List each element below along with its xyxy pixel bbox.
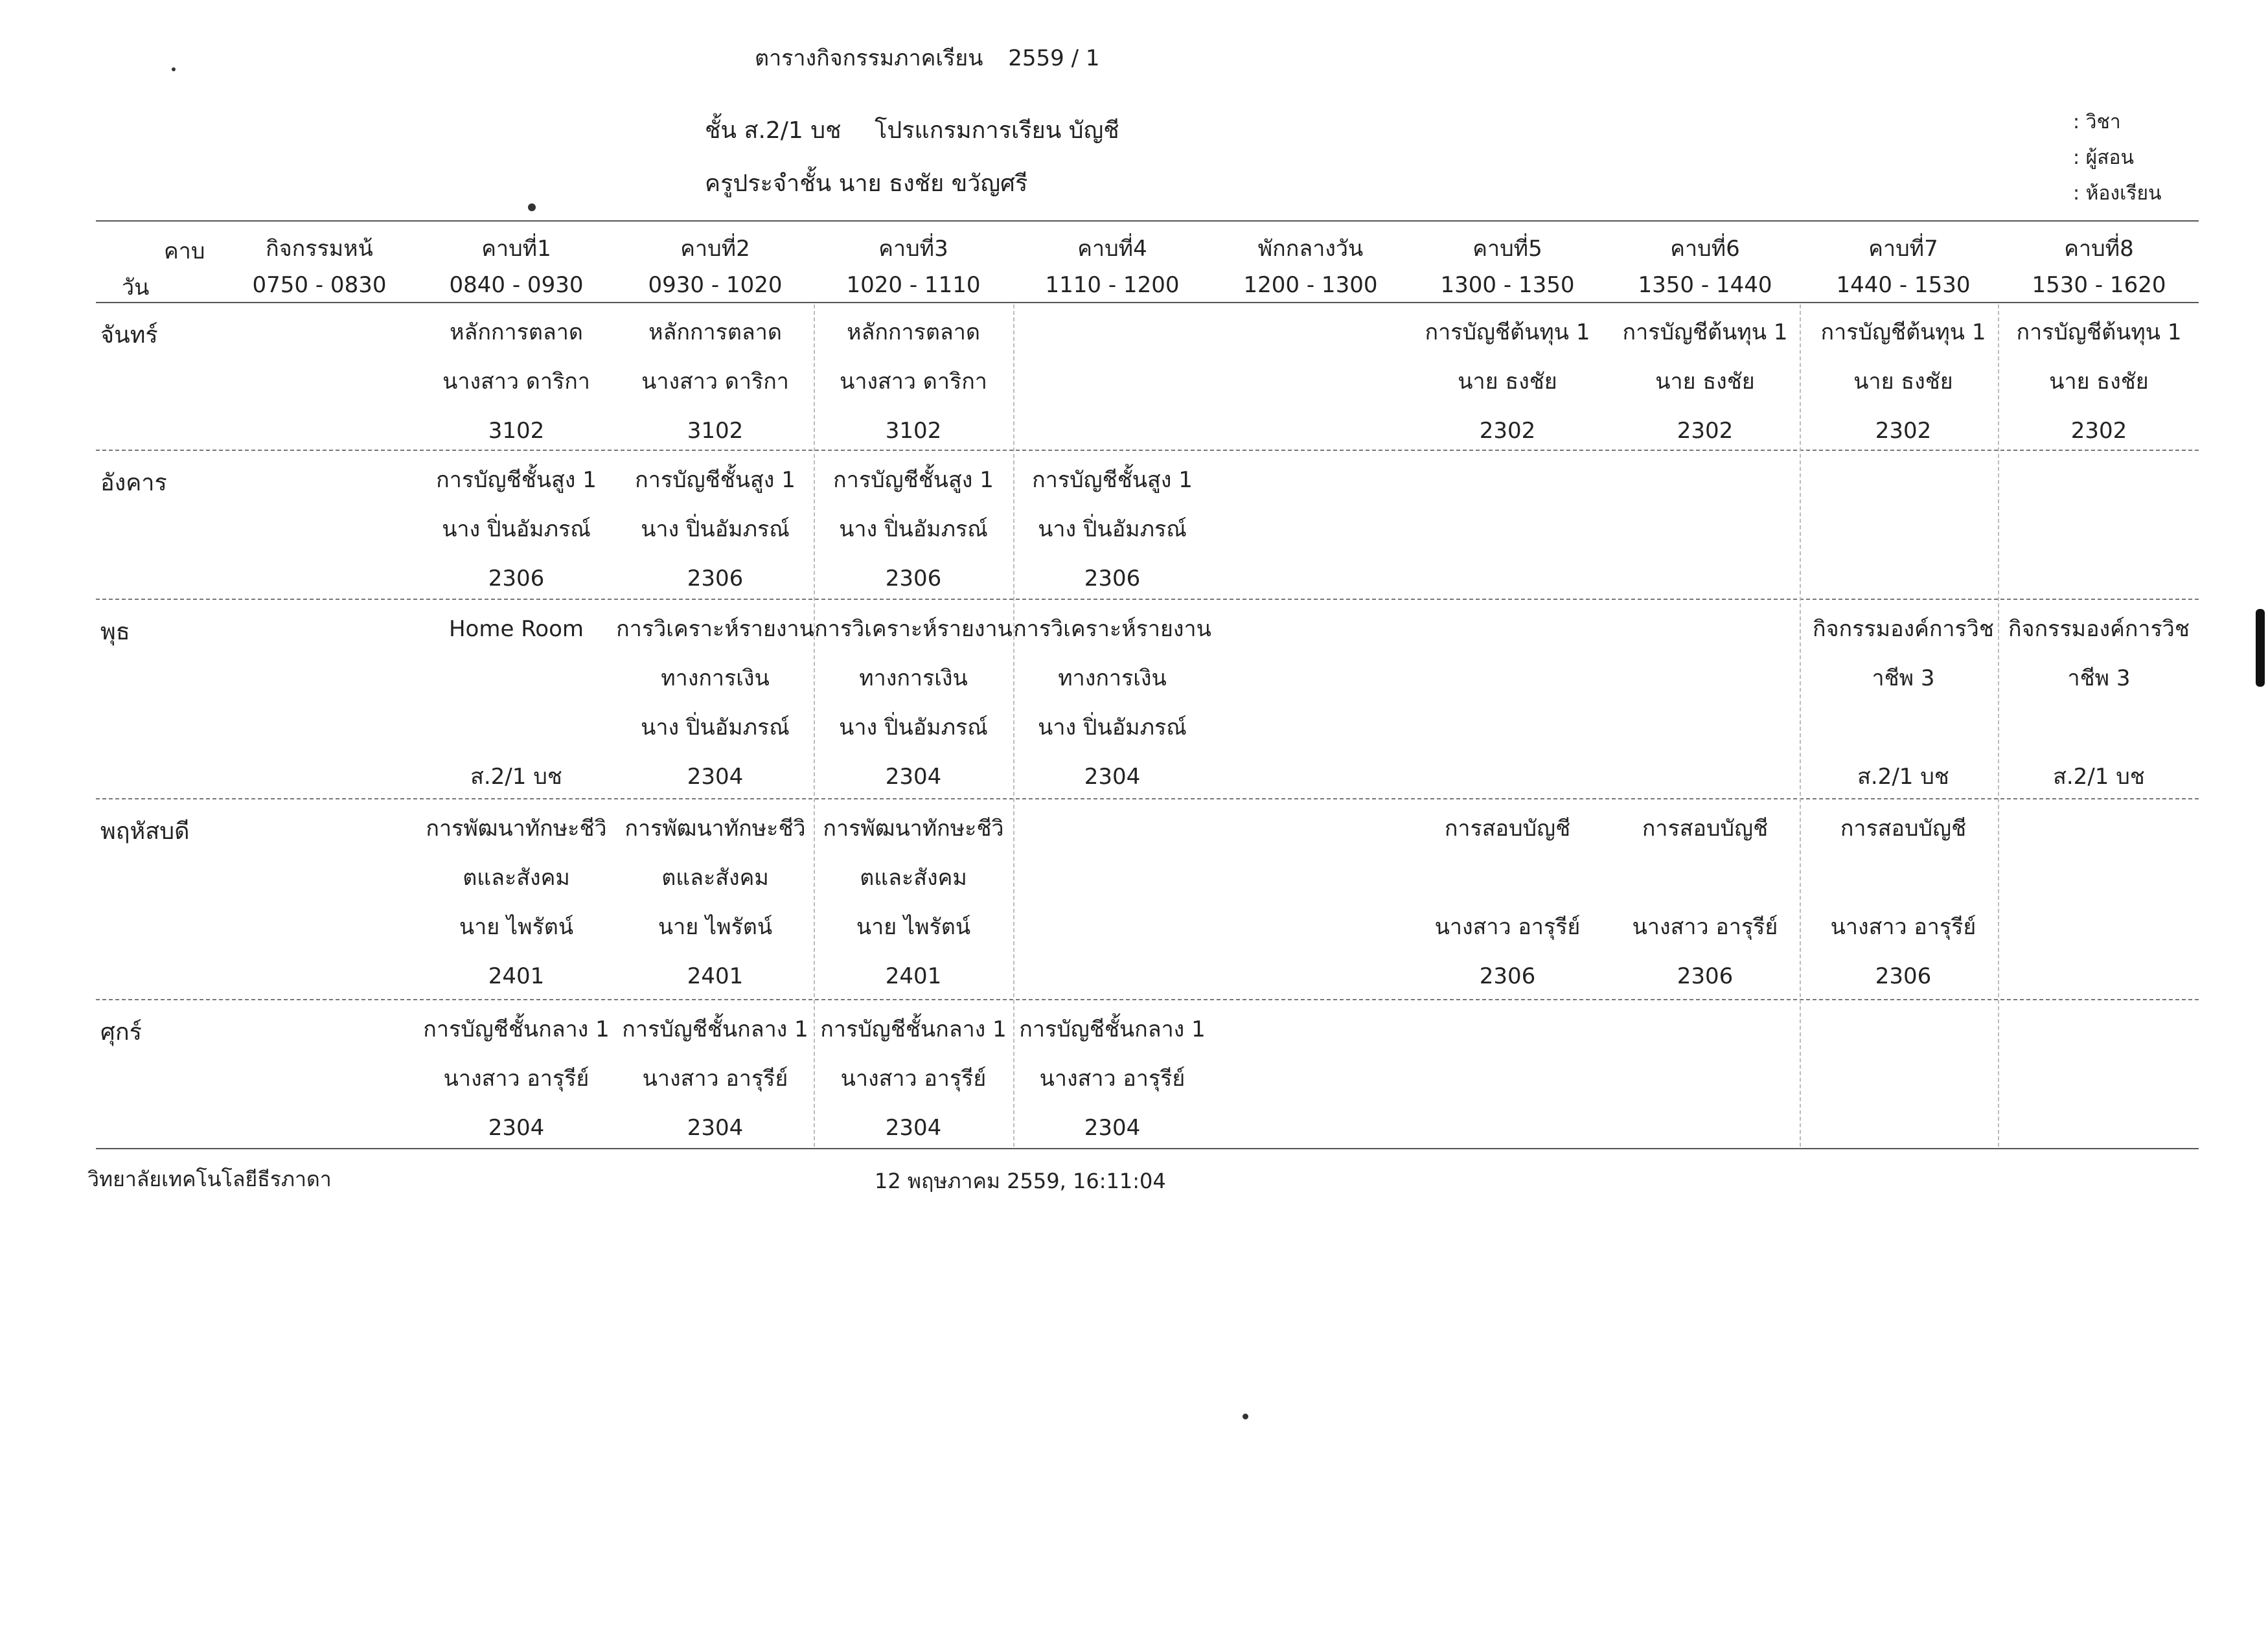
class-cell bbox=[1019, 1005, 1205, 1153]
column-name: คาบที่6 bbox=[1670, 236, 1740, 262]
teacher: นางสาว อารุรีย์ bbox=[443, 1066, 590, 1092]
room: 2302 bbox=[2070, 418, 2127, 444]
subject: การวิเคราะห์รายงาน bbox=[616, 616, 814, 642]
room: 2302 bbox=[1479, 418, 1536, 444]
teacher: นาง ปิ่นอัมภรณ์ bbox=[1038, 516, 1187, 542]
column-name: คาบที่4 bbox=[1077, 236, 1147, 262]
class-cell bbox=[2017, 308, 2182, 455]
column-name: คาบที่8 bbox=[2064, 236, 2134, 262]
corner-day: วัน bbox=[122, 275, 150, 301]
teacher: นางสาว อารุรีย์ bbox=[1434, 914, 1581, 940]
room: 2302 bbox=[1875, 418, 1932, 444]
subject-cont: ตและสังคม bbox=[463, 865, 570, 891]
column-name: พักกลางวัน bbox=[1257, 236, 1364, 262]
class-cell bbox=[1831, 804, 1976, 1001]
room: 2302 bbox=[1677, 418, 1734, 444]
legend-room: : ห้องเรียน bbox=[2073, 182, 2162, 205]
subject-cont: ทางการเงิน bbox=[661, 665, 770, 691]
teacher: นาง ปิ่นอัมภรณ์ bbox=[442, 516, 591, 542]
column-time: 1300 - 1350 bbox=[1440, 272, 1575, 298]
teacher: นาง ปิ่นอัมภรณ์ bbox=[641, 516, 790, 542]
subject-cont: ตและสังคม bbox=[860, 865, 967, 891]
column-time: 1350 - 1440 bbox=[1638, 272, 1772, 298]
subject: Home Room bbox=[448, 616, 584, 642]
subject: การบัญชีชั้นกลาง 1 bbox=[820, 1016, 1007, 1042]
subject: การบัญชีต้นทุน 1 bbox=[2016, 319, 2182, 345]
teacher: นาย ไพรัตน์ bbox=[658, 914, 773, 940]
subject: การสอบบัญชี bbox=[1642, 816, 1769, 842]
teacher: นาย ไพรัตน์ bbox=[856, 914, 971, 940]
class-cell bbox=[449, 604, 584, 801]
room: 2306 bbox=[1084, 566, 1141, 591]
class-cell bbox=[616, 604, 814, 801]
column-time: 1020 - 1110 bbox=[846, 272, 981, 298]
class-cell bbox=[2008, 604, 2190, 801]
teacher: นาย ธงชัย bbox=[1853, 369, 1953, 395]
column-name: คาบที่5 bbox=[1472, 236, 1542, 262]
room: 3102 bbox=[885, 418, 942, 444]
schedule-title bbox=[755, 40, 1100, 75]
day-label-tuesday: อังคาร bbox=[100, 470, 167, 496]
column-time: 1530 - 1620 bbox=[2032, 272, 2166, 298]
advisor-line: ครูประจำชั้น นาย ธงชัย ขวัญศรี bbox=[705, 170, 1028, 197]
subject: การพัฒนาทักษะชีวิ bbox=[426, 816, 607, 842]
teacher: นาง ปิ่นอัมภรณ์ bbox=[641, 715, 790, 740]
class-cell bbox=[823, 804, 1003, 1001]
room: 2304 bbox=[885, 764, 942, 790]
subject: หลักการตลาด bbox=[847, 319, 980, 345]
class-cell bbox=[442, 308, 590, 455]
day-label-wednesday: พุธ bbox=[100, 619, 130, 645]
teacher bbox=[2008, 703, 2190, 752]
column-time: 1440 - 1530 bbox=[1836, 272, 1971, 298]
column-time: 0930 - 1020 bbox=[648, 272, 783, 298]
term-text: 2559 / 1 bbox=[1008, 45, 1100, 71]
teacher: นางสาว อารุรีย์ bbox=[642, 1066, 788, 1092]
class-cell bbox=[1632, 804, 1778, 1001]
teacher: นาย ไพรัตน์ bbox=[459, 914, 574, 940]
program-text: โปรแกรมการเรียน บัญชี bbox=[875, 117, 1119, 144]
room: 2306 bbox=[488, 566, 545, 591]
room: 2304 bbox=[488, 1115, 545, 1141]
column-divider bbox=[1800, 304, 1801, 1147]
subject: หลักการตลาด bbox=[648, 319, 782, 345]
class-cell bbox=[1032, 455, 1193, 603]
subject: การบัญชีต้นทุน 1 bbox=[1820, 319, 1986, 345]
title-text: ตารางกิจกรรมภาคเรียน bbox=[755, 45, 983, 71]
scan-speck bbox=[172, 67, 176, 71]
teacher: นางสาว อารุรีย์ bbox=[840, 1066, 987, 1092]
class-cell bbox=[622, 1005, 808, 1153]
teacher: นาย ธงชัย bbox=[1458, 369, 1557, 395]
room: 2401 bbox=[885, 963, 942, 989]
teacher bbox=[449, 703, 584, 752]
room: 2304 bbox=[885, 1115, 942, 1141]
class-line bbox=[705, 111, 1119, 148]
column-name: คาบที่2 bbox=[680, 236, 750, 262]
class-cell bbox=[840, 308, 987, 455]
subject: การบัญชีต้นทุน 1 bbox=[1622, 319, 1788, 345]
class-text: ชั้น ส.2/1 บช bbox=[705, 117, 842, 144]
subject: การพัฒนาทักษะชีวิ bbox=[823, 816, 1004, 842]
class-cell bbox=[1425, 308, 1590, 455]
teacher: นางสาว ดาริกา bbox=[442, 369, 590, 395]
header-bottom-rule bbox=[96, 302, 2199, 303]
subject: การบัญชีต้นทุน 1 bbox=[1425, 319, 1590, 345]
subject: หลักการตลาด bbox=[450, 319, 583, 345]
legend-teacher: : ผู้สอน bbox=[2073, 146, 2135, 169]
room: 3102 bbox=[687, 418, 744, 444]
teacher: นาง ปิ่นอัมภรณ์ bbox=[839, 715, 988, 740]
column-time: 1110 - 1200 bbox=[1045, 272, 1180, 298]
table-top-rule bbox=[96, 220, 2199, 222]
column-time: 1200 - 1300 bbox=[1243, 272, 1378, 298]
footer-institution: วิทยาลัยเทคโนโลยีธีรภาดา bbox=[87, 1167, 332, 1191]
subject: การพัฒนาทักษะชีวิ bbox=[624, 816, 806, 842]
class-cell bbox=[820, 1005, 1006, 1153]
room: 2306 bbox=[885, 566, 942, 591]
scan-speck bbox=[528, 203, 536, 211]
teacher: นางสาว อารุรีย์ bbox=[1632, 914, 1778, 940]
teacher: นาง ปิ่นอัมภรณ์ bbox=[839, 516, 988, 542]
column-name: คาบที่7 bbox=[1868, 236, 1938, 262]
subject-cont: ทางการเงิน bbox=[859, 665, 968, 691]
class-cell bbox=[1623, 308, 1788, 455]
subject-cont bbox=[1435, 853, 1581, 902]
subject: การบัญชีชั้นกลาง 1 bbox=[423, 1016, 610, 1042]
class-cell bbox=[1013, 604, 1211, 801]
teacher: นางสาว อารุรีย์ bbox=[1830, 914, 1976, 940]
day-label-thursday: พฤหัสบดี bbox=[100, 818, 190, 845]
class-cell bbox=[1435, 804, 1581, 1001]
subject-cont: าชีพ 3 bbox=[1872, 665, 1935, 691]
class-cell bbox=[1821, 308, 1986, 455]
room: ส.2/1 บช bbox=[470, 764, 562, 790]
subject: การบัญชีชั้นกลาง 1 bbox=[1019, 1016, 1206, 1042]
room: 2306 bbox=[1677, 963, 1734, 989]
subject: กิจกรรมองค์การวิช bbox=[2008, 616, 2190, 642]
legend-subject: : วิชา bbox=[2073, 111, 2121, 133]
room: 2304 bbox=[1084, 1115, 1141, 1141]
subject: กิจกรรมองค์การวิช bbox=[1813, 616, 1994, 642]
class-cell bbox=[423, 1005, 609, 1153]
class-cell bbox=[814, 604, 1013, 801]
class-cell bbox=[641, 308, 789, 455]
subject-cont bbox=[1831, 853, 1976, 902]
subject: การบัญชีชั้นสูง 1 bbox=[833, 467, 994, 493]
teacher: นางสาว อารุรีย์ bbox=[1039, 1066, 1186, 1092]
subject-cont: าชีพ 3 bbox=[2067, 665, 2131, 691]
room: 2306 bbox=[687, 566, 744, 591]
room: 2306 bbox=[1875, 963, 1932, 989]
teacher: นาง ปิ่นอัมภรณ์ bbox=[1038, 715, 1187, 740]
scan-speck bbox=[1243, 1414, 1248, 1419]
subject: การวิเคราะห์รายงาน bbox=[814, 616, 1013, 642]
subject: การบัญชีชั้นกลาง 1 bbox=[622, 1016, 808, 1042]
footer-printed-at: 12 พฤษภาคม 2559, 16:11:04 bbox=[875, 1169, 1166, 1193]
room: 2304 bbox=[687, 1115, 744, 1141]
column-name: คาบที่1 bbox=[481, 236, 551, 262]
day-label-monday: จันทร์ bbox=[100, 322, 158, 349]
subject: การบัญชีชั้นสูง 1 bbox=[1032, 467, 1193, 493]
subject: การบัญชีชั้นสูง 1 bbox=[436, 467, 597, 493]
teacher: นางสาว ดาริกา bbox=[641, 369, 789, 395]
subject: การสอบบัญชี bbox=[1444, 816, 1571, 842]
teacher: นาย ธงชัย bbox=[1655, 369, 1755, 395]
room: ส.2/1 บช bbox=[2053, 764, 2145, 790]
day-label-friday: ศุกร์ bbox=[100, 1019, 142, 1046]
class-cell bbox=[635, 455, 796, 603]
room: 2401 bbox=[488, 963, 545, 989]
column-name: คาบที่3 bbox=[878, 236, 948, 262]
room: ส.2/1 บช bbox=[1857, 764, 1949, 790]
column-divider bbox=[1998, 304, 1999, 1147]
subject: การสอบบัญชี bbox=[1840, 816, 1967, 842]
class-cell bbox=[833, 455, 994, 603]
class-cell bbox=[426, 804, 606, 1001]
class-cell bbox=[624, 804, 805, 1001]
class-cell bbox=[1813, 604, 1994, 801]
teacher: นาย ธงชัย bbox=[2049, 369, 2149, 395]
room: 2306 bbox=[1479, 963, 1536, 989]
scan-edge-mark bbox=[2256, 609, 2265, 687]
teacher bbox=[1813, 703, 1994, 752]
column-time: 0840 - 0930 bbox=[449, 272, 584, 298]
room: 2304 bbox=[1084, 764, 1141, 790]
subject-cont: ตและสังคม bbox=[661, 865, 769, 891]
subject: การบัญชีชั้นสูง 1 bbox=[635, 467, 796, 493]
subject-cont bbox=[449, 654, 584, 703]
column-name: กิจกรรมหน้ bbox=[266, 236, 373, 262]
room: 2304 bbox=[687, 764, 744, 790]
subject-cont bbox=[1632, 853, 1778, 902]
teacher: นางสาว ดาริกา bbox=[840, 369, 987, 395]
room: 2401 bbox=[687, 963, 744, 989]
corner-period: คาบ bbox=[164, 238, 205, 264]
subject: การวิเคราะห์รายงาน bbox=[1013, 616, 1211, 642]
column-time: 0750 - 0830 bbox=[252, 272, 387, 298]
subject-cont: ทางการเงิน bbox=[1058, 665, 1167, 691]
class-cell bbox=[436, 455, 597, 603]
room: 3102 bbox=[488, 418, 545, 444]
